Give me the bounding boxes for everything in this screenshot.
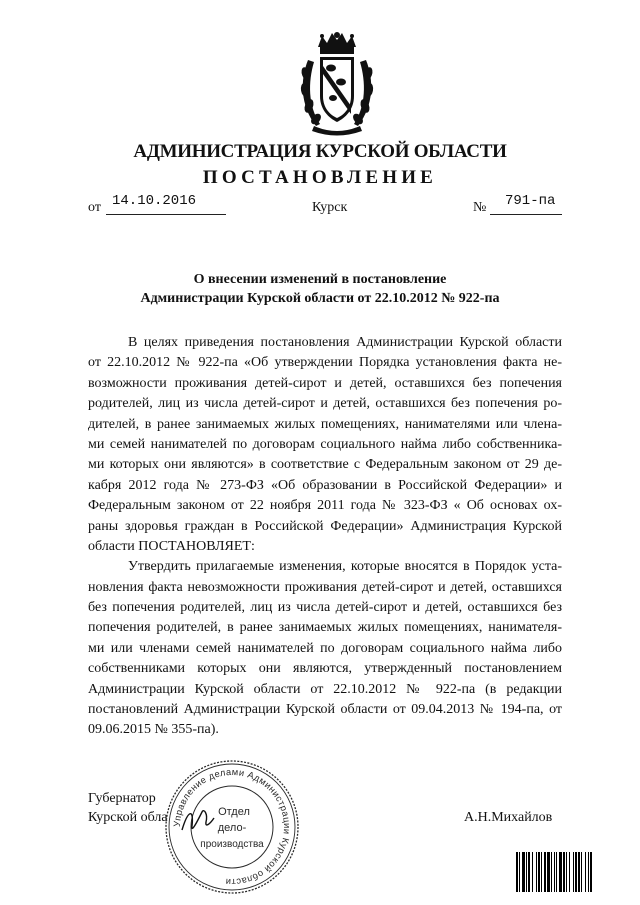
subject-line-1: О внесении изменений в постановление <box>193 272 447 287</box>
body-line: от 22.10.2012 № 922-па «Об утверждении Порядка установления факта не- <box>88 355 562 371</box>
signatory-name: А.Н.Михайлов <box>464 810 553 825</box>
barcode-bar <box>551 852 552 892</box>
barcode-bar <box>536 852 537 892</box>
barcode-bar <box>532 852 533 892</box>
body-line: Утвердить прилагаемые изменения, которые вносятся в Порядок уста- <box>128 559 562 575</box>
coat-of-arms-emblem <box>296 30 378 138</box>
barcode-bar <box>554 852 555 892</box>
signatory-position-line-2: Курской обла <box>88 810 168 825</box>
date-prefix: от <box>88 200 101 215</box>
body-line: ми или членами семей нанимателей по договорам социального найма либо <box>88 640 562 656</box>
document-number: 791-па <box>505 193 556 209</box>
barcode-bar <box>573 852 574 892</box>
barcode-bar <box>519 852 520 892</box>
body-line: родителей, лиц из числа детей-сирот и детей, оставшихся без попечения ро- <box>88 396 562 412</box>
barcode-bar <box>544 852 546 892</box>
barcode-bar <box>538 852 540 892</box>
body-line: ми которых они являются» в соответствие с Федеральным законом от 29 де- <box>88 457 562 473</box>
barcode-bar <box>581 852 582 892</box>
subject-line-2: Администрации Курской области от 22.10.2012 № 922-па <box>140 291 500 306</box>
body-line: 09.06.2015 № 355-па). <box>88 722 219 738</box>
barcode-bar <box>588 852 589 892</box>
document-date: 14.10.2016 <box>112 193 197 209</box>
date-underline <box>106 213 226 215</box>
body-line: В целях приведения постановления Администрации Курской области <box>128 335 562 350</box>
barcode-bar <box>526 852 527 892</box>
barcode-bar <box>575 852 577 892</box>
barcode-bar <box>547 852 550 892</box>
barcode-bar <box>569 852 570 892</box>
stamp-ring-text: Управление делами Администрации Курской области <box>171 766 293 888</box>
body-line: попечения родителей, в ранее занимаемых жилых помещениях, нанимателя- <box>88 620 562 636</box>
number-prefix: № <box>473 200 487 215</box>
barcode-bar <box>563 852 565 892</box>
body-line: ми семей нанимателей по договорам социального найма либо собственника- <box>88 436 562 452</box>
body-line: кабря 2012 года № 273-ФЗ «Об образовании в Российской Федерации» и <box>88 477 562 493</box>
barcode-bar <box>585 852 586 892</box>
body-line: постановлений Администрации Курской области от 09.04.2013 № 194-па, от <box>88 702 562 718</box>
barcode-bar <box>566 852 567 892</box>
body-line: собственниками которых они являются, утвержденный постановлением <box>88 661 562 677</box>
body-line: Администрации Курской области от 22.10.2012 № 922-па (в редакции <box>88 681 562 697</box>
body-line: возможности проживания детей-сирот и детей, оставшихся без попечения <box>88 375 562 391</box>
body-line: раны здоровья граждан в Российской Федерации» Администрация Курской <box>88 518 562 534</box>
body-line: новления факта невозможности проживания детей-сирот и детей, оставшихся <box>88 579 562 595</box>
body-line: без попечения родителей, лиц из числа детей-сирот и детей, оставшихся без <box>88 600 562 616</box>
body-text <box>88 333 562 741</box>
stamp-center-line-1: Отдел <box>218 806 250 818</box>
barcode-bar <box>522 852 525 892</box>
number-underline <box>490 213 562 215</box>
body-line: дителей, в ранее занимаемых жилых помещениях, нанимателями или члена- <box>88 416 562 432</box>
barcode-icon <box>516 852 624 892</box>
stamp-center-line-3: производства <box>200 839 264 850</box>
body-line: Федеральным законом от 22 ноября 2011 года № 323-ФЗ « Об основах ох- <box>88 498 562 514</box>
barcode-bar <box>556 852 557 892</box>
document-city: Курск <box>312 200 348 215</box>
barcode-bar <box>590 852 592 892</box>
barcode-bar <box>559 852 562 892</box>
barcode-bar <box>578 852 580 892</box>
handwritten-signature <box>178 800 218 840</box>
barcode-bar <box>516 852 518 892</box>
signatory-position-line-1: Губернатор <box>88 791 156 806</box>
barcode-bar <box>541 852 542 892</box>
body-line: области ПОСТАНОВЛЯЕТ: <box>88 538 255 554</box>
document-type-title: ПОСТАНОВЛЕНИЕ <box>202 167 438 188</box>
stamp-center-line-2: дело- <box>217 822 247 834</box>
barcode-bar <box>528 852 530 892</box>
organization-title: АДМИНИСТРАЦИЯ КУРСКОЙ ОБЛАСТИ <box>133 141 507 162</box>
